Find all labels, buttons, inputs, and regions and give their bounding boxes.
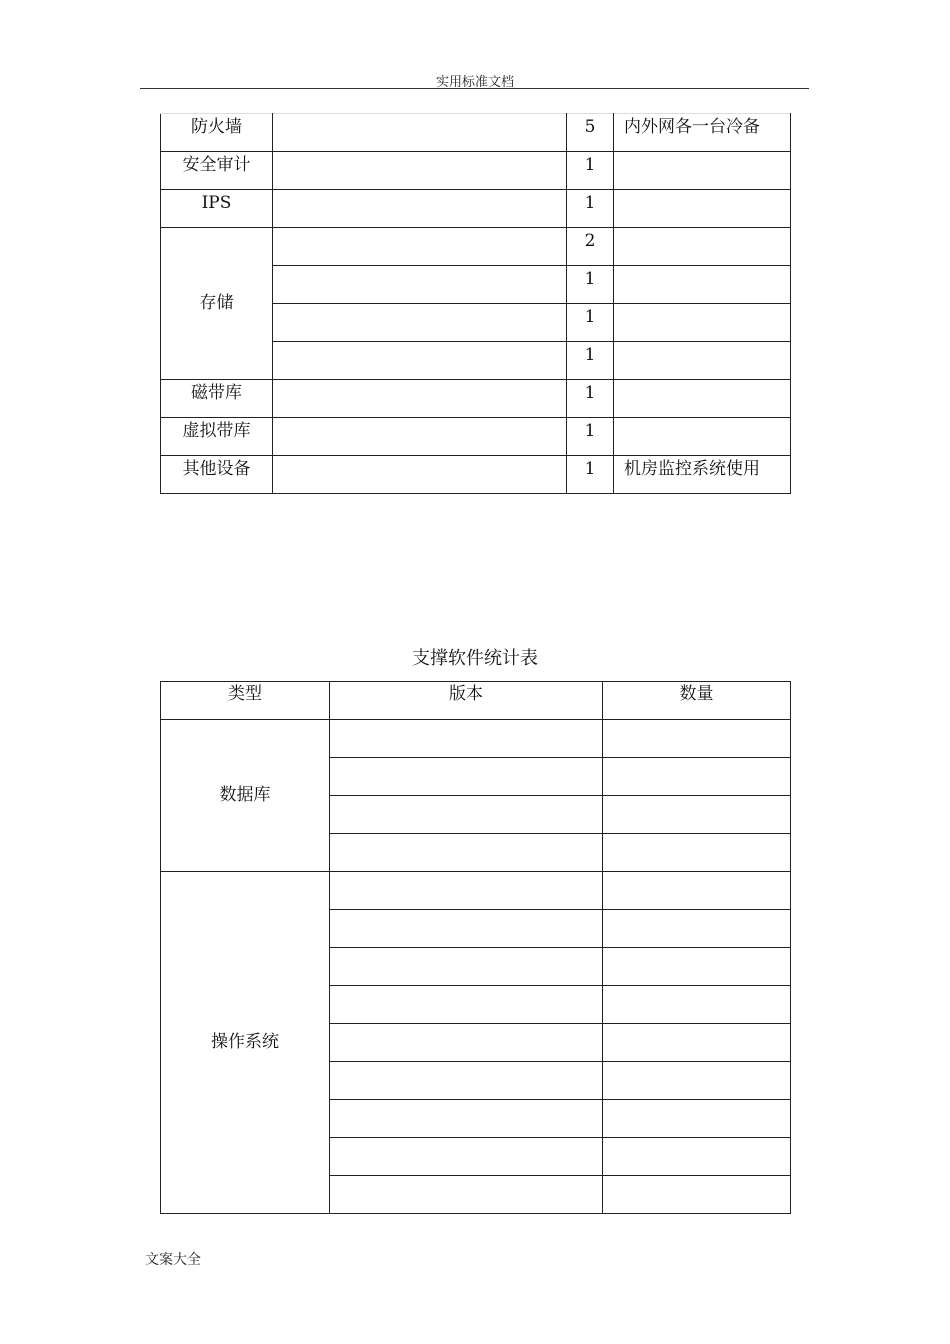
page-header-title: 实用标准文档 (435, 75, 514, 90)
device-qty-cell: 2 (567, 228, 614, 266)
device-desc-cell (273, 152, 567, 190)
device-name-cell: 安全审计 (161, 152, 273, 190)
version-cell (330, 1024, 603, 1062)
device-desc-cell (273, 342, 567, 380)
table-row (161, 114, 791, 152)
device-desc-cell (273, 114, 567, 152)
software-type-cell: 操作系统 (161, 872, 330, 1214)
device-remark-cell (614, 266, 791, 304)
device-remark-cell (614, 190, 791, 228)
device-desc-cell (273, 418, 567, 456)
device-name-cell: 磁带库 (161, 380, 273, 418)
quantity-cell (603, 796, 791, 834)
device-name-cell: 存储 (161, 228, 273, 380)
device-name-cell: IPS (161, 190, 273, 228)
quantity-cell (603, 834, 791, 872)
version-cell (330, 720, 603, 758)
quantity-cell (603, 1024, 791, 1062)
device-qty-cell: 1 (567, 152, 614, 190)
column-header-quantity: 数量 (603, 682, 791, 720)
device-remark-cell: 内外网各一台冷备 (614, 114, 791, 152)
table-row (161, 872, 791, 910)
software-table-caption: 支撑软件统计表 (412, 648, 538, 669)
device-desc-cell (273, 228, 567, 266)
device-desc-cell (273, 304, 567, 342)
device-name-cell: 虚拟带库 (161, 418, 273, 456)
device-desc-cell (273, 266, 567, 304)
version-cell (330, 872, 603, 910)
device-desc-cell (273, 456, 567, 494)
quantity-cell (603, 758, 791, 796)
device-remark-cell (614, 380, 791, 418)
quantity-cell (603, 986, 791, 1024)
software-table (160, 681, 791, 1214)
software-type-cell: 数据库 (161, 720, 330, 872)
version-cell (330, 910, 603, 948)
version-cell (330, 1100, 603, 1138)
device-qty-cell: 1 (567, 190, 614, 228)
device-name-cell: 其他设备 (161, 456, 273, 494)
version-cell (330, 1138, 603, 1176)
device-desc-cell (273, 380, 567, 418)
version-cell (330, 1176, 603, 1214)
quantity-cell (603, 1062, 791, 1100)
device-remark-cell (614, 228, 791, 266)
device-remark-cell (614, 152, 791, 190)
device-remark-cell (614, 342, 791, 380)
column-header-type: 类型 (161, 682, 330, 720)
version-cell (330, 834, 603, 872)
quantity-cell (603, 1138, 791, 1176)
device-remark-cell (614, 418, 791, 456)
version-cell (330, 986, 603, 1024)
table-row (161, 720, 791, 758)
page-footer-text: 文案大全 (145, 1252, 201, 1268)
table-row (161, 418, 791, 456)
quantity-cell (603, 910, 791, 948)
table-row (161, 456, 791, 494)
device-qty-cell: 1 (567, 418, 614, 456)
device-qty-cell: 1 (567, 266, 614, 304)
device-qty-cell: 5 (567, 114, 614, 152)
table-row (161, 380, 791, 418)
device-qty-cell: 1 (567, 304, 614, 342)
device-qty-cell: 1 (567, 342, 614, 380)
column-header-version: 版本 (330, 682, 603, 720)
table-row (161, 190, 791, 228)
quantity-cell (603, 1100, 791, 1138)
header-divider (140, 88, 809, 89)
device-name-cell: 防火墙 (161, 114, 273, 152)
version-cell (330, 1062, 603, 1100)
table-header-row (161, 682, 791, 720)
quantity-cell (603, 872, 791, 910)
version-cell (330, 948, 603, 986)
device-remark-cell (614, 304, 791, 342)
equipment-table (160, 113, 791, 494)
version-cell (330, 758, 603, 796)
device-qty-cell: 1 (567, 456, 614, 494)
quantity-cell (603, 720, 791, 758)
device-qty-cell: 1 (567, 380, 614, 418)
version-cell (330, 796, 603, 834)
device-desc-cell (273, 190, 567, 228)
device-remark-cell: 机房监控系统使用 (614, 456, 791, 494)
table-row (161, 228, 791, 266)
table-row (161, 152, 791, 190)
quantity-cell (603, 948, 791, 986)
quantity-cell (603, 1176, 791, 1214)
